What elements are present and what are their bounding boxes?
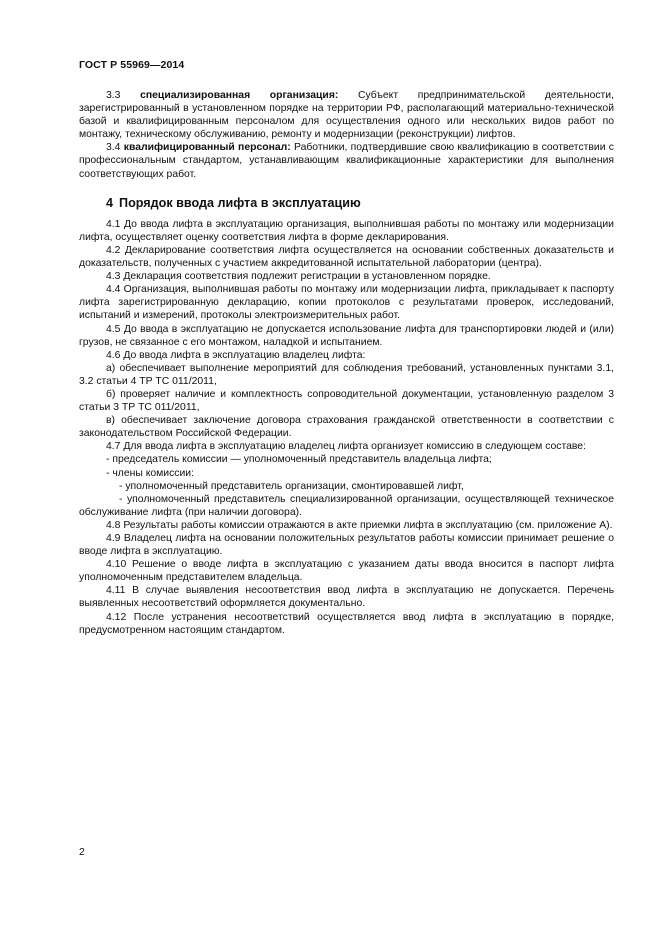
definition-text: Субъект предпринимательской деятельности, зарегистрированный в установленном порядке на территории РФ, располагающий материально-технической базой и квалифицированным персоналом для осуществления одного или нескольких видов работ по монтажу, техническому обслуживанию, ремонту и модернизации (реконструкции) лифтов. [79,90,615,141]
definition-term: квалифицированный персонал: [123,142,291,154]
list-item-chairman: - председатель комиссии — уполномоченный представитель владельца лифта; [106,454,492,466]
paragraph-4-6-c: в) обеспечивает заключение договора страхования гражданской ответственности в соответствии с законодательством Российской Федерации. [79,415,614,440]
paragraph-4-10: 4.10 Решение о вводе лифта в эксплуатацию с указанием даты ввода вносится в паспорт лифта уполномоченным представителем владельца. [79,559,614,584]
paragraph-4-8: 4.8 Результаты работы комиссии отражаются в акте приемки лифта в эксплуатацию (см. приложение А). [106,519,613,531]
section-heading [79,197,614,210]
definition-number: 3.3 [106,90,121,101]
definition-3-3 [79,89,614,141]
section-number: 4 [106,195,114,210]
section-title: Порядок ввода лифта в эксплуатацию [119,195,361,210]
paragraph-4-5: 4.5 До ввода в эксплуатацию не допускается использование лифта для транспортировки людей и (или) грузов, не связанное с его монтажом, наладкой и испытанием. [79,323,614,348]
list-item-members: - члены комиссии: [106,467,194,479]
document-body [79,89,614,637]
definition-text: Работники, подтвердившие свою квалификацию в соответствии с профессиональным стандартом, устанавливающим квалификационные характеристики для выполнения соответствующих работ. [79,142,615,180]
paragraph-4-7: 4.7 Для ввода лифта в эксплуатацию владелец лифта организует комиссию в следующем составе: [106,441,586,453]
definition-3-4 [79,141,614,180]
list-item-maintenance-rep: - уполномоченный представитель специализированной организации, осуществляющей техническое обслуживание лифта (при наличии договора). [79,493,614,518]
paragraph-4-6: 4.6 До ввода лифта в эксплуатацию владелец лифта: [106,349,366,361]
paragraph-4-3: 4.3 Декларация соответствия подлежит регистрации в установленном порядке. [106,271,491,283]
paragraph-4-6-b: б) проверяет наличие и комплектность сопроводительной документации, установленную разделом 3 статьи 3 ТР ТС 011/2011, [79,388,614,414]
definition-number: 3.4 [106,142,121,154]
paragraph-4-6-a: а) обеспечивает выполнение мероприятий для соблюдения требований, установленных пунктами 3.1, 3.2 статьи 4 ТР ТС 011/2011, [79,362,614,387]
definition-term: специализированная организация: [140,90,339,101]
paragraph-4-11: 4.11 В случае выявления несоответствия ввод лифта в эксплуатацию не допускается. Перечень выявленных несоответствий оформляется документально. [79,585,614,610]
paragraph-4-2: 4.2 Декларирование соответствия лифта осуществляется на основании собственных доказательств и доказательств, полученных с участием аккредитованной испытательной лаборатории (центра). [79,244,614,270]
list-item-installer-rep: - уполномоченный представитель организации, смонтировавшей лифт, [119,480,464,492]
paragraph-4-9: 4.9 Владелец лифта на основании положительных результатов работы комиссии принимает решение о вводе лифта в эксплуатацию. [79,533,614,558]
paragraph-4-1: 4.1 До ввода лифта в эксплуатацию организация, выполнившая работы по монтажу или модернизации лифта, осуществляет оценку соответствия лифта в форме декларирования. [79,218,614,243]
paragraph-4-4: 4.4 Организация, выполнившая работы по монтажу или модернизации лифта, прикладывает к паспорту лифта зарегистрированную декларацию, копии протоколов с результатами проверок, исследований, испытаний и измерений, протоколы электроизмерительных работ. [79,284,614,322]
page-number: 2 [79,846,85,858]
paragraph-4-12: 4.12 После устранения несоответствий осуществляется ввод лифта в эксплуатацию в порядке, предусмотренном настоящим стандартом. [79,611,614,636]
document-header: ГОСТ Р 55969—2014 [79,59,185,71]
